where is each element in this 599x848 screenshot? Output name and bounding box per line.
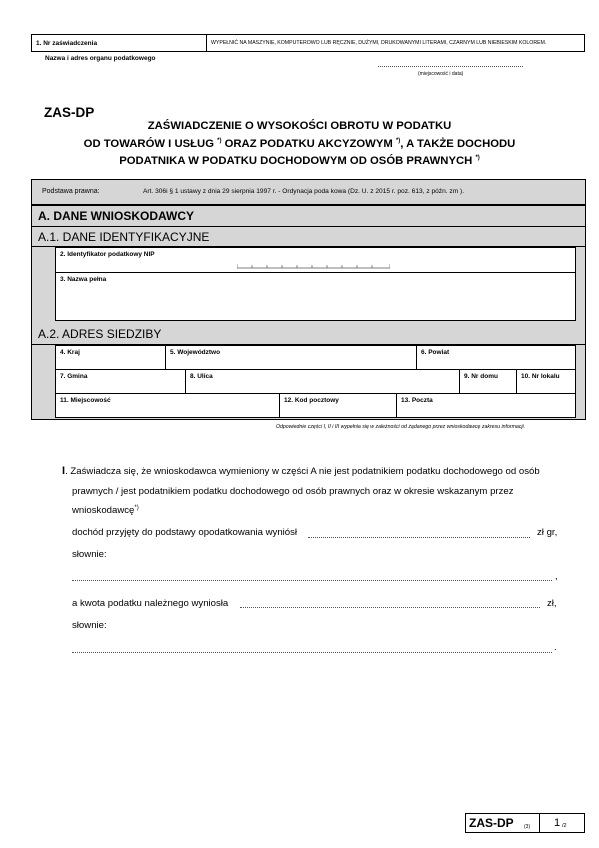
voivodeship-label: 5. Województwo — [170, 349, 221, 356]
form-title — [0, 119, 599, 168]
post-office-field[interactable] — [396, 393, 576, 418]
postal-code-label: 12. Kod pocztowy — [284, 397, 339, 404]
flat-number-label: 10. Nr lokalu — [521, 373, 560, 380]
footnote-mark: *) — [475, 154, 480, 161]
title-line-2a: OD TOWARÓW I USŁUG — [83, 137, 214, 150]
form-code: ZAS-DP — [44, 105, 95, 120]
section-a1-title: A.1. DANE IDENTYFIKACYJNE — [38, 230, 210, 244]
part1-line1 — [62, 465, 540, 477]
nip-label: 2. Identyfikator podatkowy NIP — [60, 251, 155, 258]
footnote-mark: *) — [134, 505, 139, 511]
tax-in-words-line[interactable] — [72, 652, 552, 653]
certificate-number-field[interactable] — [31, 34, 207, 52]
post-office-label: 13. Poczta — [401, 397, 433, 404]
title-line-2 — [0, 134, 599, 151]
full-name-field[interactable] — [55, 273, 576, 321]
country-field[interactable] — [55, 345, 166, 370]
commune-field[interactable] — [55, 369, 186, 394]
section-a2-title: A.2. ADRES SIEDZIBY — [38, 327, 162, 341]
voivodeship-field[interactable] — [165, 345, 417, 370]
part1-numeral: I — [62, 465, 66, 477]
postal-code-field[interactable] — [279, 393, 397, 418]
certificate-number-label: 1. Nr zaświadczenia — [36, 40, 98, 47]
part1-line3 — [72, 505, 139, 516]
nip-field[interactable] — [55, 247, 576, 273]
footer-version: (3) — [524, 824, 531, 830]
income-in-words-label: słownie: — [72, 549, 107, 560]
footer-code-box — [465, 813, 585, 833]
part1-line2: prawnych / jest podatnikiem podatku dochodowego od osób prawnych oraz w okresie wskazanym przez — [72, 486, 514, 497]
street-field[interactable] — [185, 369, 460, 394]
title-line-2c: , A TAKŻE DOCHODU — [400, 137, 516, 150]
section-a2-header — [31, 321, 586, 345]
income-label: dochód przyjęty do podstawy opodatkowania wyniósł — [72, 527, 298, 538]
house-number-label: 9. Nr domu — [464, 373, 498, 380]
commune-label: 7. Gmina — [60, 373, 88, 380]
house-number-field[interactable] — [459, 369, 517, 394]
legal-basis-row — [31, 179, 586, 205]
footer-code: ZAS-DP — [469, 816, 514, 830]
income-in-words-line[interactable] — [72, 580, 552, 581]
district-field[interactable] — [416, 345, 576, 370]
footer-page-total: /2 — [562, 823, 567, 829]
country-label: 4. Kraj — [60, 349, 80, 356]
tax-label: a kwota podatku należnego wyniosła — [72, 598, 229, 609]
income-currency: zł gr, — [537, 527, 558, 538]
legal-basis-text: Art. 306i § 1 ustawy z dnia 29 sierpnia 1997 r. - Ordynacja poda kowa (Dz. U. z 2015 r. poz. 613, z późn. zm ). — [143, 188, 465, 195]
footer-page-number: 1 — [554, 817, 561, 829]
city-label: 11. Miejscowość — [60, 397, 111, 404]
section-a-header — [31, 205, 586, 227]
part1-line1-text: . Zaświadcza się, że wnioskodawca wymieniony w części A nie jest podatnikiem podatku dochodowego od osób — [65, 466, 540, 477]
instructions-text: WYPEŁNIĆ NA MASZYNIE, KOMPUTEROWO LUB RĘCZNIE, DUŻYMI, DRUKOWANYMI LITERAMI, CZARNYM LUB NIEBIESKIM KOLOREM. — [211, 40, 547, 46]
income-in-words-comma: , — [555, 571, 558, 582]
street-label: 8. Ulica — [190, 373, 213, 380]
nip-digit-boxes — [237, 262, 390, 270]
title-line-3 — [0, 151, 599, 168]
tax-amount-line[interactable] — [240, 607, 540, 608]
place-date-label: (miejscowość i data) — [418, 71, 464, 77]
footnote-mark: *) — [217, 137, 222, 144]
footer-divider — [539, 814, 540, 832]
city-field[interactable] — [55, 393, 280, 418]
section-note: Odpowiednie części I, II i III wypełnia się w zależności od żądanego przez wnioskodawcę zakresu informacji. — [276, 424, 526, 430]
district-label: 6. Powiat — [421, 349, 450, 356]
title-line-1: ZAŚWIADCZENIE O WYSOKOŚCI OBROTU W PODATKU — [147, 120, 452, 132]
place-date-line[interactable] — [378, 66, 523, 67]
income-amount-line[interactable] — [308, 537, 530, 538]
part1-line3-text: wnioskodawcę — [72, 505, 135, 517]
tax-in-words-period: . — [554, 642, 557, 653]
tax-currency: zł, — [547, 598, 557, 609]
footnote-mark: *) — [395, 137, 401, 144]
section-a1-header — [31, 227, 586, 247]
flat-number-field[interactable] — [516, 369, 576, 394]
tax-in-words-label: słownie: — [72, 620, 107, 631]
legal-basis-label: Podstawa prawna: — [42, 188, 100, 195]
instructions-box — [207, 34, 585, 52]
section-a-title: A. DANE WNIOSKODAWCY — [38, 209, 194, 223]
tax-office-label: Nazwa i adres organu podatkowego — [45, 55, 156, 62]
full-name-label: 3. Nazwa pełna — [60, 276, 107, 283]
title-line-2b: ORAZ PODATKU AKCYZOWYM — [221, 137, 393, 150]
title-line-3a: PODATNIKA W PODATKU DOCHODOWYM OD OSÓB PRAWNYCH — [119, 154, 473, 167]
